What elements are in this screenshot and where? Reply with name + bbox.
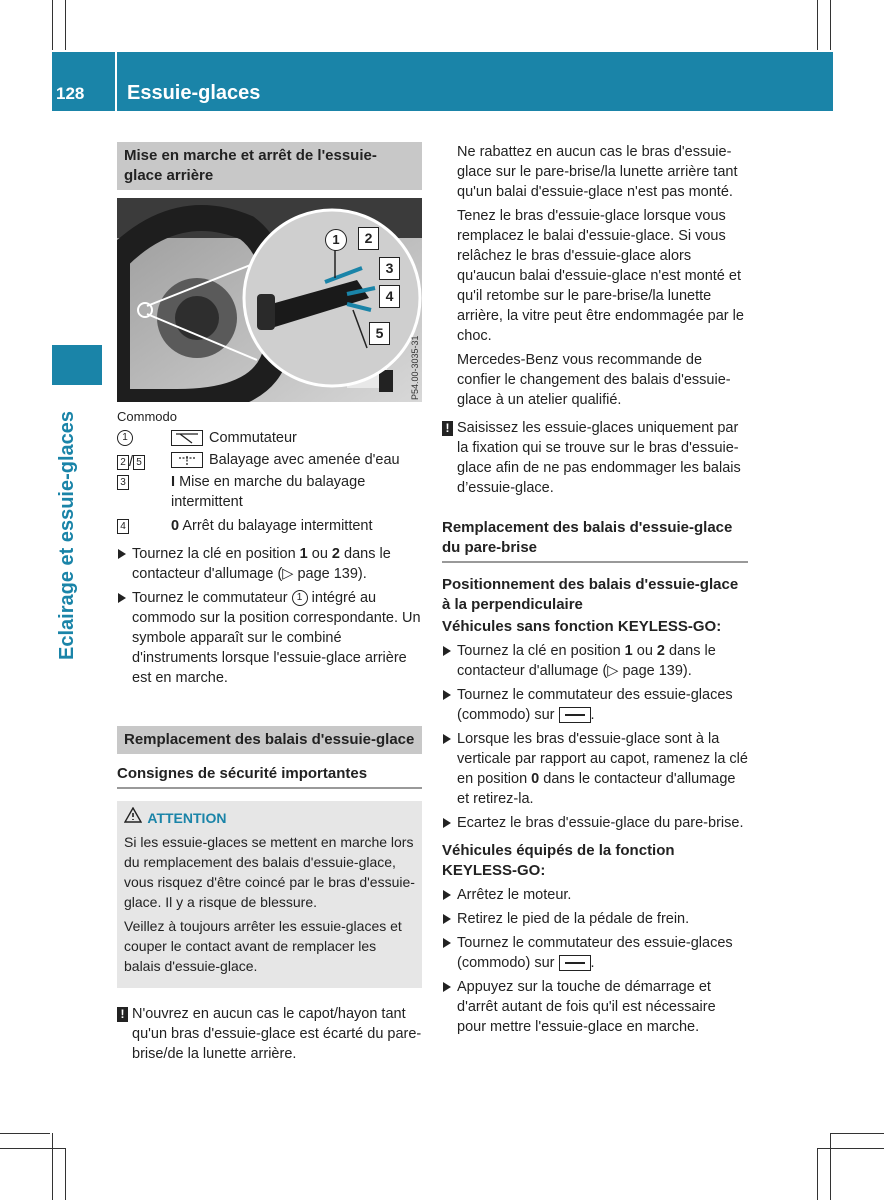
crop-mark <box>0 1148 65 1149</box>
text-block <box>442 142 748 410</box>
key-box: 2 <box>117 455 129 470</box>
legend-text: Commutateur <box>209 430 297 446</box>
arrow-icon <box>443 818 451 828</box>
crop-mark <box>817 0 818 50</box>
crop-mark <box>830 1133 884 1134</box>
warning-title: ATTENTION <box>147 810 227 826</box>
list-item: Tournez le commutateur des essuie-glaces (commodo) sur . <box>442 933 748 973</box>
subsection-heading: Véhicules équipés de la fonction KEYLESS-GO: <box>442 842 675 879</box>
arrow-icon <box>118 549 126 559</box>
crop-mark <box>830 1133 831 1200</box>
list-item: Retirez le pied de la pédale de frein. <box>442 909 748 929</box>
paragraph: Ne rabattez en aucun cas le bras d'essuie-glace sur le pare-brise/la lunette arrière tant qu'un balai d'essuie-glace n'est pas monté. <box>457 144 738 200</box>
list-item: Ecartez le bras d'essuie-glace du pare-brise. <box>442 813 748 833</box>
crop-mark <box>830 0 831 50</box>
key-box: 3 <box>117 475 129 490</box>
crop-mark <box>0 1133 50 1134</box>
key-box: 5 <box>133 455 145 470</box>
page-title: Essuie-glaces <box>127 82 261 104</box>
note-text: N'ouvrez en aucun cas le capot/hayon tant qu'un bras d'essuie-glace est écarté du pare-brise/de la lunette arrière. <box>132 1006 422 1062</box>
right-column <box>442 142 748 1041</box>
legend <box>117 428 422 538</box>
arrow-icon <box>443 938 451 948</box>
dash-symbol-icon <box>559 707 591 723</box>
crop-mark <box>65 0 66 50</box>
left-column <box>117 142 422 1068</box>
callout-4: 4 <box>379 285 400 308</box>
legend-item <box>117 472 422 516</box>
key-circle: 1 <box>292 590 308 606</box>
divider <box>442 561 748 563</box>
key-circle: 1 <box>117 430 133 446</box>
list-item: Lorsque les bras d'essuie-glace sont à la verticale par rapport au capot, ramenez la clé en position 0 dans le contacteur d'allumage et retirez-la. <box>442 729 748 809</box>
legend-text: Balayage avec amenée d'eau <box>209 452 400 468</box>
list-item: Arrêtez le moteur. <box>442 885 748 905</box>
crop-mark <box>52 1133 53 1200</box>
arrow-icon <box>443 734 451 744</box>
legend-text-block <box>171 516 373 536</box>
subsection-heading: Véhicules sans fonction KEYLESS-GO: <box>442 618 722 635</box>
callout-3: 3 <box>379 257 400 280</box>
crop-mark <box>817 1148 884 1149</box>
legend-item <box>117 428 422 450</box>
legend-bold: I <box>171 474 176 490</box>
list-item: Tournez le commutateur 1 intégré au commodo sur la position correspondante. Un symbole apparaît sur le combiné d'instruments lorsque l'essuie-glace arrière est en marche. <box>117 588 422 688</box>
subsection-heading: Consignes de sécurité importantes <box>117 765 368 782</box>
note-text: Saisissez les essuie-glaces uniquement par la fixation qui se trouve sur le bras d'essuie-glace afin de ne pas endommager les balais d’essuie-glace. <box>457 420 741 496</box>
legend-bold: 0 <box>171 518 180 534</box>
divider <box>117 787 422 789</box>
list-item: Tournez la clé en position 1 ou 2 dans le contacteur d'allumage (▷ page 139). <box>117 544 422 584</box>
exclamation-icon: ! <box>442 421 453 436</box>
arrow-icon <box>118 593 126 603</box>
callout-5: 5 <box>369 322 390 345</box>
warning-triangle-icon <box>124 807 144 828</box>
steps-list <box>442 885 748 1037</box>
switch-symbol-icon <box>171 430 203 446</box>
subsection-heading: Positionnement des balais d'essuie-glace à la perpendiculaire <box>442 576 739 613</box>
section-heading: Remplacement des balais d'essuie-glace <box>117 726 422 754</box>
warning-text: Si les essuie-glaces se mettent en marche lors du remplacement des balais d'essuie-glace, vous risquez d'être coincé par le bras d'essuie-glace. Il y a risque de blessure. <box>124 834 415 910</box>
list-item: Tournez la clé en position 1 ou 2 dans le contacteur d'allumage (▷ page 139). <box>442 641 748 681</box>
callout-1: 1 <box>325 229 347 251</box>
paragraph: Tenez le bras d'essuie-glace lorsque vous remplacez le balai d'essuie-glace. Si vous relâchez le bras d'essuie-glace alors qu'aucun balai d'essuie-glace n'est monté et qu'il retombe sur le pare-brise/la lunette arrière, la vitre peut être endommagée par le choc. <box>457 208 744 344</box>
commodo-figure <box>117 198 422 402</box>
arrow-icon <box>443 982 451 992</box>
figure-ref-code: P54.00-3035-31 <box>410 335 420 400</box>
dash-symbol-icon <box>559 955 591 971</box>
key-pair: 2 / 5 <box>117 452 145 472</box>
steps-list <box>442 641 748 833</box>
arrow-icon <box>443 646 451 656</box>
page-number: 128 <box>56 84 85 103</box>
legend-text: Arrêt du balayage intermittent <box>182 518 373 534</box>
side-tab-label: Eclairage et essuie-glaces <box>56 410 78 660</box>
exclamation-icon: ! <box>117 1007 128 1022</box>
crop-mark <box>65 1148 66 1200</box>
warning-box <box>117 801 422 988</box>
crop-mark <box>52 0 53 50</box>
arrow-icon <box>443 914 451 924</box>
caution-note <box>117 1004 422 1064</box>
section-heading: Mise en marche et arrêt de l'essuie-glace arrière <box>117 142 422 190</box>
caution-note <box>442 418 748 498</box>
crop-mark <box>817 1148 818 1200</box>
legend-text-block <box>171 472 421 512</box>
list-item: Appuyez sur la touche de démarrage et d'arrêt autant de fois qu'il est nécessaire pour mettre l'essuie-glace en marche. <box>442 977 748 1037</box>
arrow-icon <box>443 890 451 900</box>
header-divider <box>115 52 117 111</box>
warning-header <box>124 807 415 828</box>
legend-text: Mise en marche du balayage intermittent <box>171 474 366 510</box>
arrow-icon <box>443 690 451 700</box>
washer-symbol-icon <box>171 452 203 468</box>
callout-2: 2 <box>358 227 379 250</box>
legend-item <box>117 450 422 472</box>
paragraph: Mercedes-Benz vous recommande de confier le changement des balais d'essuie-glace à un atelier qualifié. <box>457 352 731 408</box>
figure-caption: Commodo <box>117 409 177 424</box>
warning-text: Veillez à toujours arrêter les essuie-glaces et couper le contact avant de remplacer les balais d'essuie-glace. <box>124 918 402 974</box>
key-box: 4 <box>117 519 129 534</box>
legend-item <box>117 516 422 538</box>
section-heading: Remplacement des balais d'essuie-glace du pare-brise <box>442 519 733 556</box>
steps-list <box>117 544 422 688</box>
list-item: Tournez le commutateur des essuie-glaces (commodo) sur . <box>442 685 748 725</box>
